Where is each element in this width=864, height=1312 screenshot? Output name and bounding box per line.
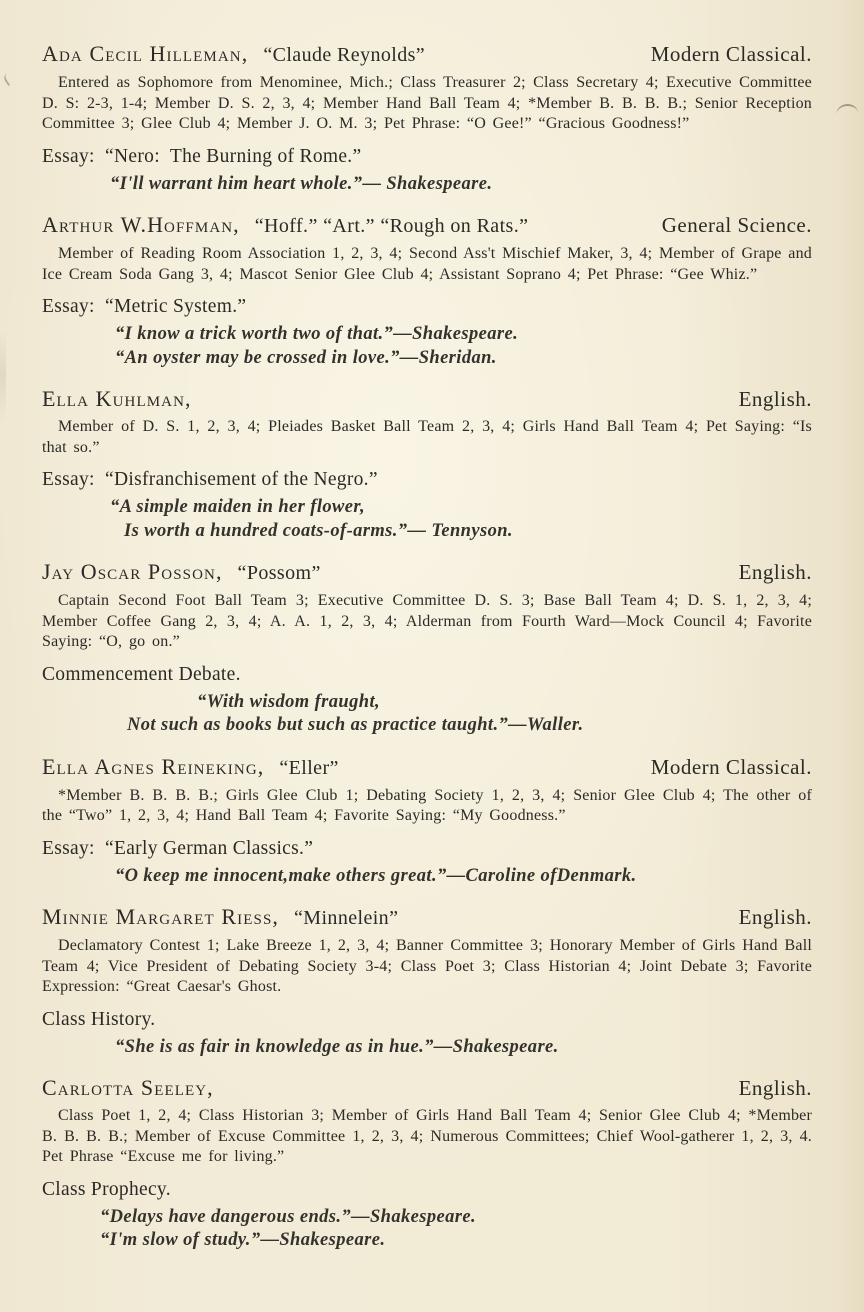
activities-text: Declamatory Contest 1; Lake Breeze 1, 2, 3, 4; Banner Committee 3; Honorary Member of Girls Hand Ball Team 4; Vice President of Debating Society 3-4; Class Poet 3; Class Historian 4; Joint Debate 3; Favorite Expression: “Great Caesar's Ghost.: [42, 937, 812, 995]
quote-line: “I'm slow of study.”—Shakespeare.: [100, 1230, 386, 1250]
student-nicknames: “Minnelein”: [294, 907, 399, 929]
quote-line: Not such as books but such as practice taught.”—Waller.: [127, 715, 584, 735]
student-name: Carlotta Seeley,: [42, 1075, 214, 1100]
student-nicknames: “Claude Reynolds”: [263, 44, 426, 66]
quote-line: “An oyster may be crossed in love.”—Sheridan.: [115, 347, 497, 368]
essay-heading: Essay: “Nero: The Burning of Rome.”: [42, 145, 362, 167]
entry-header: [42, 560, 812, 585]
entry-header: [42, 42, 812, 67]
student-name: Ella Agnes Reineking,: [42, 753, 265, 779]
scan-artifact-left: [2, 70, 18, 86]
student-entry-hoffman: [42, 213, 812, 370]
class-history-heading: Class History.: [42, 1008, 156, 1030]
quote-line: “I know a trick worth two of that.”—Shakespeare.: [115, 324, 519, 344]
student-entry-hilleman: [42, 42, 812, 196]
class-prophecy-heading: Class Prophecy.: [42, 1178, 171, 1200]
student-name: Minnie Margaret Riess,: [42, 904, 279, 929]
entry-header: [42, 755, 812, 780]
entry-header: [42, 213, 812, 238]
course-label: English.: [738, 387, 812, 411]
essay-heading: Essay: “Metric System.”: [42, 296, 247, 317]
student-entry-seeley: [42, 1076, 812, 1253]
debate-heading: Commencement Debate.: [42, 663, 241, 685]
entry-header: [42, 905, 812, 930]
student-entry-posson: [42, 560, 812, 738]
student-name: Arthur W.Hoffman,: [42, 212, 240, 237]
student-name: Ada Cecil Hilleman,: [42, 41, 249, 66]
student-name: Jay Oscar Posson,: [42, 559, 223, 584]
course-label: General Science.: [661, 213, 812, 237]
quote-line: “A simple maiden in her flower,: [110, 497, 365, 517]
student-nicknames: “Eller”: [279, 756, 339, 779]
activities-text: Captain Second Foot Ball Team 3; Executive Committee D. S. 3; Base Ball Team 4; D. S. 1, 2, 3, 4; Member Coffee Gang 2, 3, 4; A. A. 1, 2, 3, 4; Alderman from Fourth Ward—Mock Council 4; Favorite Saying: “O, go on.”: [42, 592, 812, 650]
course-label: English.: [738, 560, 812, 584]
activities-text: Member of Reading Room Association 1, 2, 3, 4; Second Ass't Mischief Maker, 3, 4; Member of Grape and Ice Cream Soda Gang 3, 4; Mascot Senior Glee Club 4; Assistant Soprano 4; Pet Phrase: “Gee Whiz.”: [42, 245, 812, 283]
student-nicknames: “Possom”: [237, 562, 321, 584]
course-label: English.: [738, 1076, 812, 1100]
quote-line: “I'll warrant him heart whole.”— Shakespeare.: [110, 173, 493, 194]
student-entry-kuhlman: [42, 387, 812, 543]
essay-heading: Essay: “Early German Classics.”: [42, 837, 314, 859]
quote-line: “O keep me innocent,make others great.”—Caroline ofDenmark.: [115, 865, 637, 886]
student-entry-riess: [42, 905, 812, 1059]
activities-text: Class Poet 1, 2, 4; Class Historian 3; Member of Girls Hand Ball Team 4; Senior Glee Club 4; *Member B. B. B. B.; Member of Excuse Committee 1, 2, 3, 4; Numerous Committees; Chief Wool-gatherer 1, 2, 3, 4. Pet Phrase “Excuse me for living.”: [42, 1107, 812, 1165]
activities-text: Entered as Sophomore from Menominee, Mich.; Class Treasurer 2; Class Secretary 4; Executive Committee D. S: 2-3, 1-4; Member D. S. 2, 3, 4; Member Hand Ball Team 4; *Member B. B. B. B.; Senior Reception Committee 3; Glee Club 4; Member J. O. M. 3; Pet Phrase: “O Gee!” “Gracious Goodness!”: [42, 74, 812, 132]
entry-header: [42, 387, 812, 411]
quote-line: “Delays have dangerous ends.”—Shakespeare.: [100, 1206, 477, 1227]
student-name: Ella Kuhlman,: [42, 386, 192, 411]
scan-artifact-tilde: [836, 103, 859, 115]
course-label: Modern Classical.: [650, 42, 812, 66]
entry-header: [42, 1076, 812, 1100]
quote-line: “She is as fair in knowledge as in hue.”—Shakespeare.: [115, 1036, 559, 1057]
scan-artifact-smudge: [0, 330, 6, 420]
quote-line: “With wisdom fraught,: [197, 691, 381, 712]
course-label: Modern Classical.: [650, 754, 812, 779]
quote-line: Is worth a hundred coats-of-arms.”— Tennyson.: [124, 520, 513, 541]
student-nicknames: “Hoff.” “Art.” “Rough on Rats.”: [254, 215, 529, 237]
activities-text: *Member B. B. B. B.; Girls Glee Club 1; Debating Society 1, 2, 3, 4; Senior Glee Club 4; The other of the “Two” 1, 2, 3, 4; Hand Ball Team 4; Favorite Saying: “My Goodness.”: [42, 786, 812, 824]
essay-heading: Essay: “Disfranchisement of the Negro.”: [42, 469, 378, 490]
course-label: English.: [738, 905, 812, 929]
student-entry-reineking: [42, 755, 812, 889]
activities-text: Member of D. S. 1, 2, 3, 4; Pleiades Basket Ball Team 2, 3, 4; Girls Hand Ball Team 4; Pet Saying: “Is that so.”: [42, 418, 812, 456]
